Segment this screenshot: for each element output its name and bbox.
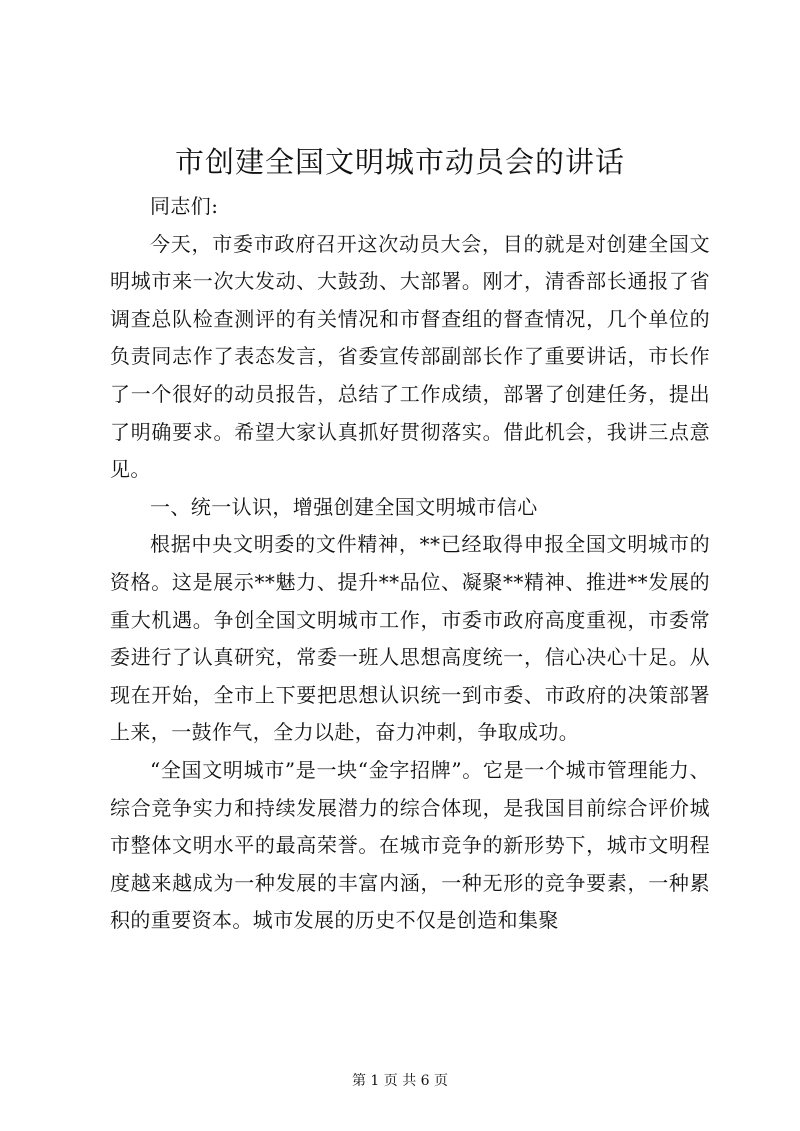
body-paragraph: “全国文明城市”是一块“金字招牌”。它是一个城市管理能力、综合竞争实力和持续发展潜力的综合体现，是我国目前综合评价城市整体文明水平的最高荣誉。在城市竞争的新形势下，城市文明程度越来越成为一种发展的丰富内涵，一种无形的竞争要素，一种累积的重要资本。城市发展的历史不仅是创造和集聚: [110, 757, 710, 933]
document-title: 市创建全国文明城市动员会的讲话: [174, 145, 625, 179]
salutation-paragraph: 同志们:: [150, 194, 219, 218]
page-footer: 第 1 页 共 6 页: [351, 1073, 449, 1089]
body-paragraph: 今天，市委市政府召开这次动员大会，目的就是对创建全国文明城市来一次大发动、大鼓劲、大部署。刚才，清香部长通报了省调查总队检查测评的有关情况和市督查组的督查情况，几个单位的负责同志作了表态发言，省委宣传部副部长作了重要讲话，市长作了一个很好的动员报告，总结了工作成绩，部署了创建任务，提出了明确要求。希望大家认真抓好贯彻落实。借此机会，我讲三点意见。: [110, 231, 710, 482]
document-body: [110, 188, 710, 940]
body-paragraph: 根据中央文明委的文件精神，**已经取得申报全国文明城市的资格。这是展示**魅力、提升**品位、凝聚**精神、推进**发展的重大机遇。争创全国文明城市工作，市委市政府高度重视，市委常委进行了认真研究，常委一班人思想高度统一，信心决心十足。从现在开始，全市上下要把思想认识统一到市委、市政府的决策部署上来，一鼓作气，全力以赴，奋力冲刺，争取成功。: [110, 532, 710, 745]
section-heading: 一、统一认识，增强创建全国文明城市信心: [150, 494, 538, 519]
